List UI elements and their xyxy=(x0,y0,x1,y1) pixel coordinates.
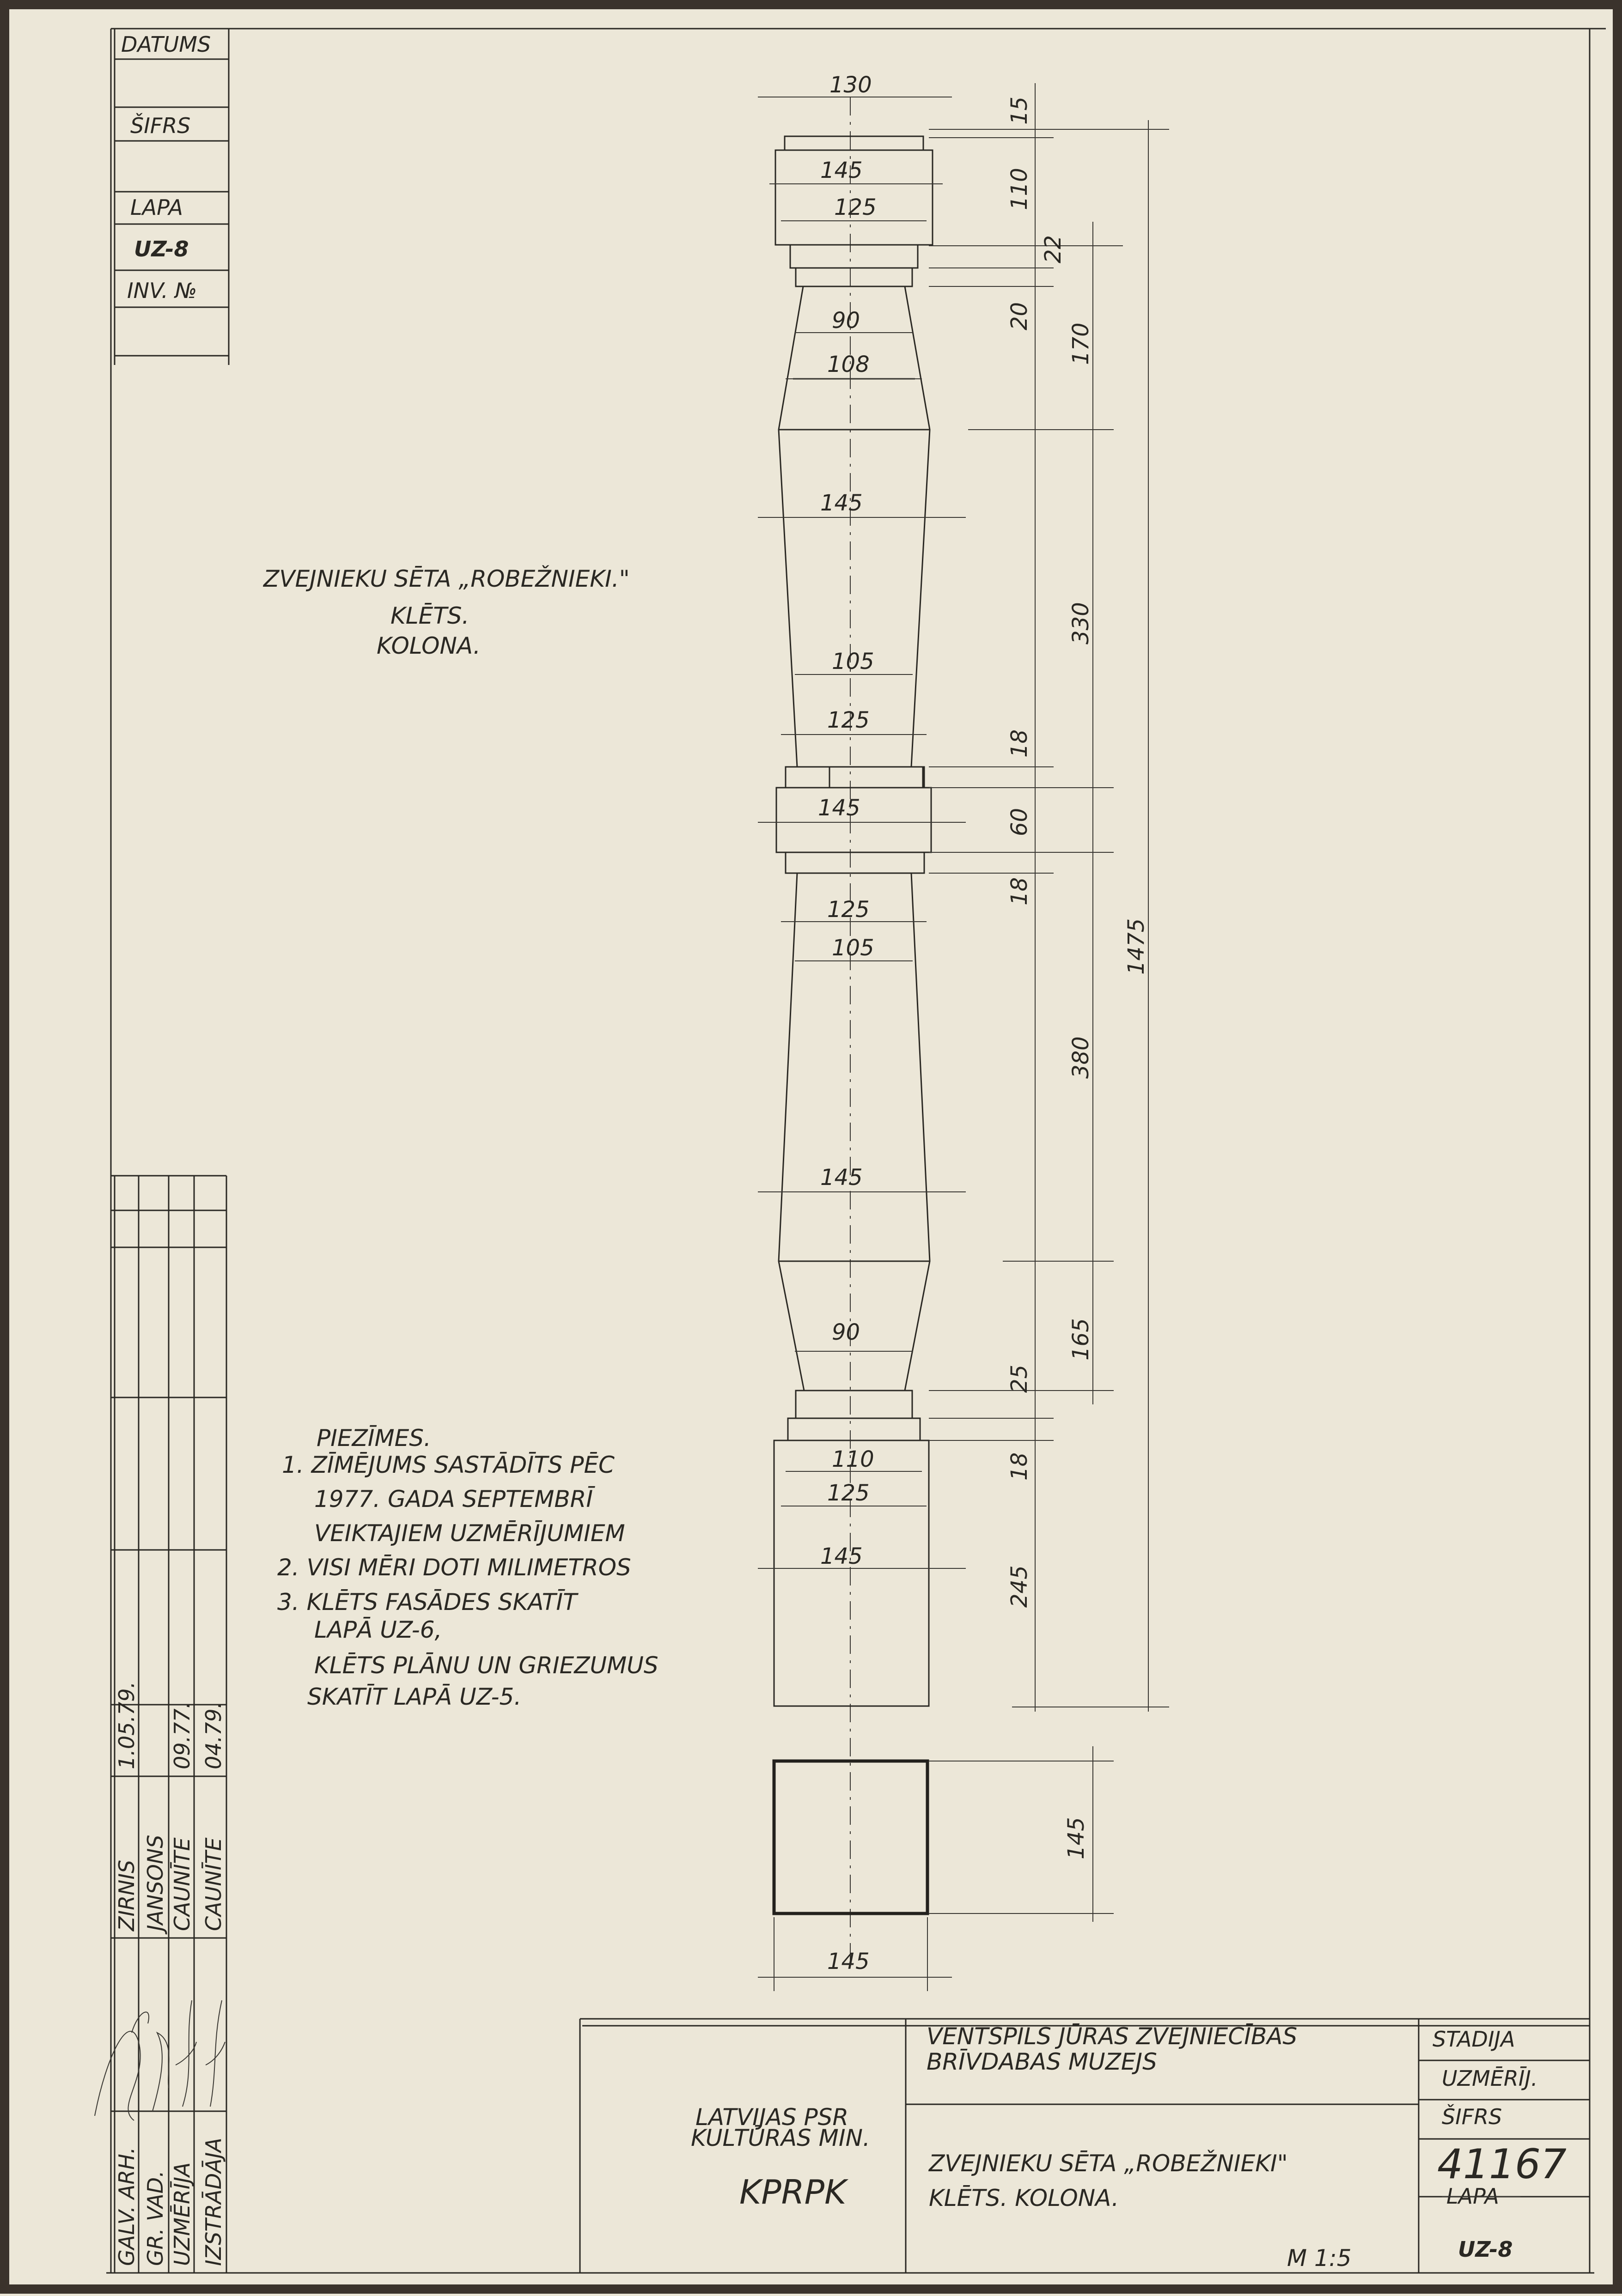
object-line-1: ZVEJNIEKU SĒTA „ROBEŽNIEKI" xyxy=(929,2150,1288,2177)
dim-h-7: 18 xyxy=(1006,729,1032,758)
lapa-value-bottom: UZ-8 xyxy=(1458,2237,1513,2262)
dim-h-13: 25 xyxy=(1006,1364,1032,1393)
dim-h-10: 1475 xyxy=(1123,918,1149,975)
dim-h-2: 110 xyxy=(1006,168,1032,210)
role-4: IZSTRĀDĀJA xyxy=(201,2138,226,2266)
note-line-2: 1977. GADA SEPTEMBRĪ xyxy=(314,1486,593,1512)
note-line-5: 3. KLĒTS FASĀDES SKATĪT xyxy=(277,1589,577,1616)
sifrs-value: 41167 xyxy=(1437,2140,1567,2188)
dim-h-11: 380 xyxy=(1068,1036,1094,1079)
note-line-7: KLĒTS PLĀNU UN GRIEZUMUS xyxy=(314,1652,659,1679)
dim-w-6: 145 xyxy=(820,490,863,516)
sifrs-label: ŠIFRS xyxy=(130,113,191,138)
dim-h-12: 165 xyxy=(1068,1318,1094,1361)
dim-w-13: 90 xyxy=(832,1319,860,1345)
object-line-2: KLĒTS. KOLONA. xyxy=(929,2185,1119,2211)
dim-w-11: 105 xyxy=(832,935,874,961)
title-line-3: KOLONA. xyxy=(377,632,481,659)
stadija-label: STADIJA xyxy=(1433,2027,1515,2052)
dim-w-16: 145 xyxy=(820,1543,863,1569)
stadija-value: UZMĒRĪJ. xyxy=(1442,2066,1538,2091)
dim-w-9: 145 xyxy=(818,795,860,821)
note-line-3: VEIKTAJIEM UZMĒRĪJUMIEM xyxy=(314,1520,625,1547)
note-line-6: LAPĀ UZ-6, xyxy=(314,1616,442,1643)
dim-h-4: 20 xyxy=(1006,302,1032,330)
dim-h-3: 22 xyxy=(1040,235,1066,263)
role-2: GR. VAD. xyxy=(143,2170,168,2266)
scale: M 1:5 xyxy=(1287,2245,1352,2272)
lapa-label-bottom: LAPA xyxy=(1446,2184,1500,2209)
title-line-2: KLĒTS. xyxy=(390,602,470,629)
dim-h-1: 15 xyxy=(1006,96,1032,125)
role-3: UZMĒRĪJA xyxy=(170,2162,195,2266)
role-1: GALV. ARH. xyxy=(114,2147,139,2266)
dim-h-5: 170 xyxy=(1068,322,1094,365)
title-line-1: ZVEJNIEKU SĒTA „ROBEŽNIEKI." xyxy=(263,565,630,592)
note-line-1: 1. ZĪMĒJUMS SASTĀDĪTS PĒC xyxy=(282,1452,615,1478)
name-3: CAUNĪTE xyxy=(170,1837,195,1931)
date-3: 09.77. xyxy=(170,1701,195,1769)
sifrs-label: ŠIFRS xyxy=(1442,2104,1502,2129)
museum-line-2: BRĪVDABAS MUZEJS xyxy=(927,2048,1157,2075)
organization: KPRPK xyxy=(739,2173,847,2211)
ministry-line-2: KULTŪRAS MIN. xyxy=(691,2125,870,2151)
date-4: 04.79. xyxy=(201,1701,226,1769)
dim-h-16: 145 xyxy=(1063,1817,1089,1859)
dim-h-8: 60 xyxy=(1006,808,1032,836)
dim-w-1: 130 xyxy=(829,72,872,98)
lapa-value: UZ-8 xyxy=(134,237,189,261)
dim-w-8: 125 xyxy=(827,707,870,733)
dim-h-6: 330 xyxy=(1068,602,1094,644)
dim-w-12: 145 xyxy=(820,1165,863,1191)
dim-w-10: 125 xyxy=(827,897,870,923)
date-1: 1.05.79. xyxy=(114,1681,139,1769)
lapa-label: LAPA xyxy=(130,195,183,220)
museum-line-1: VENTSPILS JŪRAS ZVEJNIECĪBAS xyxy=(927,2023,1298,2050)
name-1: ZIRNIS xyxy=(114,1859,139,1931)
dim-w-5: 108 xyxy=(827,352,870,377)
note-line-8: SKATĪT LAPĀ UZ-5. xyxy=(307,1683,522,1710)
dim-w-14: 110 xyxy=(832,1446,874,1472)
note-line-4: 2. VISI MĒRI DOTI MILIMETROS xyxy=(277,1554,631,1581)
notes-heading: PIEZĪMES. xyxy=(317,1425,431,1452)
notes xyxy=(277,1425,659,1710)
paper xyxy=(9,9,1613,2284)
dim-w-17: 145 xyxy=(827,1949,870,1974)
dim-w-4: 90 xyxy=(832,308,860,334)
dim-w-7: 105 xyxy=(832,649,874,674)
dim-h-9: 18 xyxy=(1006,877,1032,905)
inv-label: INV. № xyxy=(127,278,197,303)
datums-label: DATUMS xyxy=(121,32,211,57)
name-2: JANSONS xyxy=(143,1834,168,1931)
dim-w-3: 125 xyxy=(834,194,877,220)
dim-h-14: 18 xyxy=(1006,1452,1032,1481)
ministry-line-1: LATVIJAS PSR xyxy=(695,2104,849,2131)
dim-h-15: 245 xyxy=(1006,1565,1032,1608)
dim-w-2: 145 xyxy=(820,158,863,183)
name-4: CAUNĪTE xyxy=(201,1837,226,1931)
dim-w-15: 125 xyxy=(827,1480,870,1506)
